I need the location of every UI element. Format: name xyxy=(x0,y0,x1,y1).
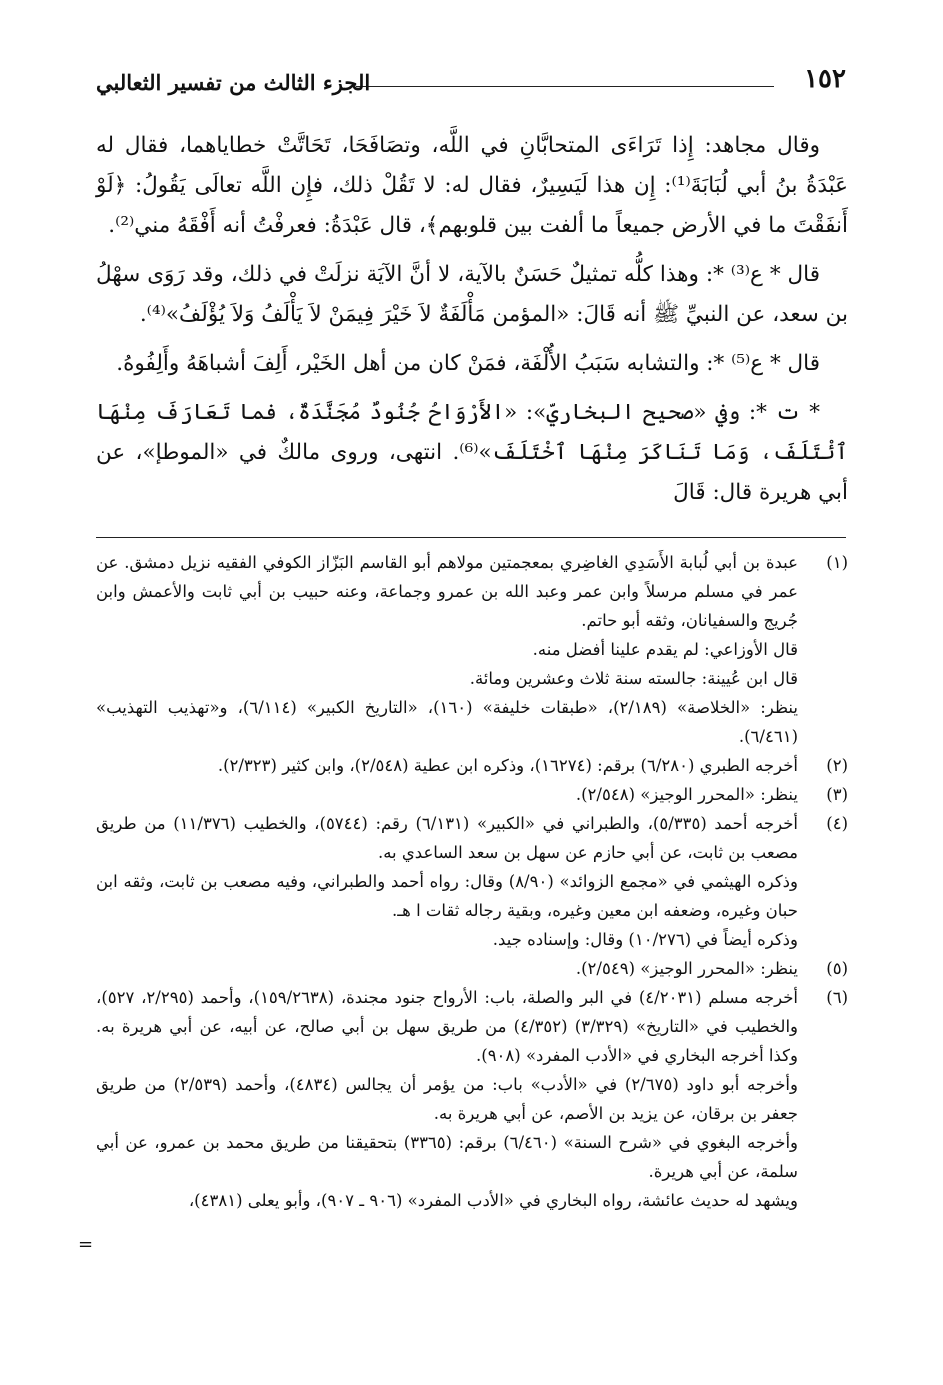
footnote-number: (٦) xyxy=(826,988,848,1007)
footnote-body xyxy=(96,780,798,809)
footnote-line: قال ابن عُيينة: جالسته سنة ثلاث وعشرين ومائة. xyxy=(469,669,798,688)
footnote-body xyxy=(96,983,798,1215)
footnote-line: وذكره الهيثمي في «مجمع الزوائد» (٨/٩٠) وقال: رواه أحمد والطبراني، وفيه مصعب بن ثابت، وثقه ابن حبان وغيره، وضعفه ابن معين وغيره، وبقية رجاله ثقات ا هـ. xyxy=(96,872,798,920)
footnote-body xyxy=(96,954,798,983)
paragraph: قال * ع⁽³⁾ *: وهذا كلُّه تمثيلٌ حَسَنٌ بالآية، لا أنَّ الآيَة نزلَتْ في ذلك، وقد رَوَى سهْلُ بن سعد، عن النبيِّ ﷺ أنه قَالَ: «المؤمن مَأْلَفَةٌ لاَ خَيْرَ فِيمَنْ لاَ يَأْلَفُ وَلاَ يُؤْلَفُ»⁽⁴⁾. xyxy=(96,262,848,327)
footnote xyxy=(96,751,848,780)
footnote-separator xyxy=(96,537,846,538)
footnote-body xyxy=(96,809,798,954)
continuation-mark: = xyxy=(78,1234,94,1255)
running-title: الجزء الثالث من تفسير الثعالبي xyxy=(96,70,371,95)
footnote-line: أخرجه مسلم (٤/٢٠٣١) في البر والصلة، باب: الأرواح جنود مجندة، (١٥٩/٢٦٣٨)، وأحمد (٢/٢٩٥، ٥٢٧)، والخطيب في «التاريخ» (٣/٣٢٩) (٤/٣٥٢) من طريق سهل بن أبي صالح، عن أبيه، عن أبي هريرة به. وكذا أخرجه البخاري في «الأدب المفرد» (٩٠٨). xyxy=(96,988,798,1065)
footnote-line: وأخرجه أبو داود (٢/٦٧٥) في «الأدب» باب: من يؤمر أن يجالس (٤٨٣٤)، وأحمد (٢/٥٣٩) من طريق جعفر بن برقان، عن يزيد بن الأصم، عن أبي هريرة به. xyxy=(96,1075,798,1123)
footnote-number: (٢) xyxy=(826,756,848,775)
paragraph: * ت *: وفي «صحيح البخاريِّ»: «الأَرْوَاحُ جُنُودٌ مُجَنَّدَةٌ، فما تَعَارَفَ مِنْهَا ٱئْتَلَفَ، وَمَا تَنَاكَرَ مِنْهَا ٱخْتَلَفَ»⁽⁶⁾. انتهى، وروى مالكٌ في «الموطإ»، عن أبي هريرة قال: قَالَ xyxy=(96,400,848,505)
footnote-line: ينظر: «الخلاصة» (٢/١٨٩)، «طبقات خليفة» (١٦٠)، «التاريخ الكبير» (٦/١١٤)، و«تهذيب التهذيب» (٦/٤٦١). xyxy=(96,698,798,746)
footnote xyxy=(96,954,848,983)
footnote xyxy=(96,780,848,809)
paragraph: قال * ع⁽⁵⁾ *: والتشابه سَبَبُ الأُلْفَة، فمَنْ كان من أهل الخَيْر، أَلِفَ أشباهَهُ وأَلِفُوهُ. xyxy=(116,351,820,376)
footnote xyxy=(96,983,848,1215)
page-number: ١٥٢ xyxy=(804,64,846,94)
footnotes xyxy=(96,548,848,1215)
footnote-body xyxy=(96,751,798,780)
footnote-line: وأخرجه البغوي في «شرح السنة» (٦/٤٦٠) برقم: (٣٣٦٥) بتحقيقنا من طريق محمد بن عمرو، عن أبي سلمة، عن أبي هريرة. xyxy=(96,1133,798,1181)
footnote-line: ينظر: «المحرر الوجيز» (٢/٥٤٩). xyxy=(575,959,798,978)
footnote-number: (١) xyxy=(826,553,848,572)
footnote-line: قال الأوزاعي: لم يقدم علينا أفضل منه. xyxy=(532,640,798,659)
footnote-number: (٥) xyxy=(826,959,848,978)
footnote-line: عبدة بن أبي لُبابة الأَسَدِي الغاضِري بمعجمتين مولاهم أبو القاسم البَزّاز الكوفي الفقيه نزيل دمشق. عن عمر في مسلم مرسلاً وابن عمر وعبد الله بن عمرو وجماعة، وعنه حبيب بن أبي ثابت والأعمش وابن جُريج والسفيانان، وثقه أبو حاتم. xyxy=(96,553,798,630)
footnote xyxy=(96,548,848,751)
main-text xyxy=(96,126,848,522)
footnote-number: (٣) xyxy=(826,785,848,804)
footnote-body xyxy=(96,548,798,751)
paragraph: وقال مجاهد: إِذا تَرَاءَى المتحابَّانِ في اللَّه، وتصَافَحَا، تَحَاتَّتْ خطاياهما، فقال له عَبْدَةُ بنُ أبي لُبَابَةَ⁽¹⁾: إِن هذا لَيَسِيرٌ، فقال له: لا تَقُلْ ذلك، فإِن اللَّه تعالَى يَقُولُ: ﴿لَوْ أَنفَقْتَ ما في الأرض جميعاً ما ألفت بين قلوبهم﴾، قال عَبْدَةُ: فعرفْتُ أنه أَفْقَهُ مني⁽²⁾. xyxy=(96,133,848,238)
footnote xyxy=(96,809,848,954)
footnote-line: أخرجه الطبري (٦/٢٨٠) برقم: (١٦٢٧٤)، وذكره ابن عطية (٢/٥٤٨)، وابن كثير (٢/٣٢٣). xyxy=(217,756,798,775)
footnote-line: أخرجه أحمد (٥/٣٣٥)، والطبراني في «الكبير» (٦/١٣١) رقم: (٥٧٤٤)، والخطيب (١١/٣٧٦) من طريق مصعب بن ثابت، عن أبي حازم عن سهل بن سعد الساعدي به. xyxy=(96,814,798,862)
footnote-line: ويشهد له حديث عائشة، رواه البخاري في «الأدب المفرد» (٩٠٦ ـ ٩٠٧)، وأبو يعلى (٤٣٨١)، xyxy=(188,1191,798,1210)
header-rule xyxy=(356,86,774,87)
page-header xyxy=(96,62,846,106)
footnote-line: وذكره أيضاً في (١٠/٢٧٦) وقال: وإسناده جيد. xyxy=(492,930,798,949)
footnote-number: (٤) xyxy=(826,814,848,833)
footnote-line: ينظر: «المحرر الوجيز» (٢/٥٤٨). xyxy=(575,785,798,804)
